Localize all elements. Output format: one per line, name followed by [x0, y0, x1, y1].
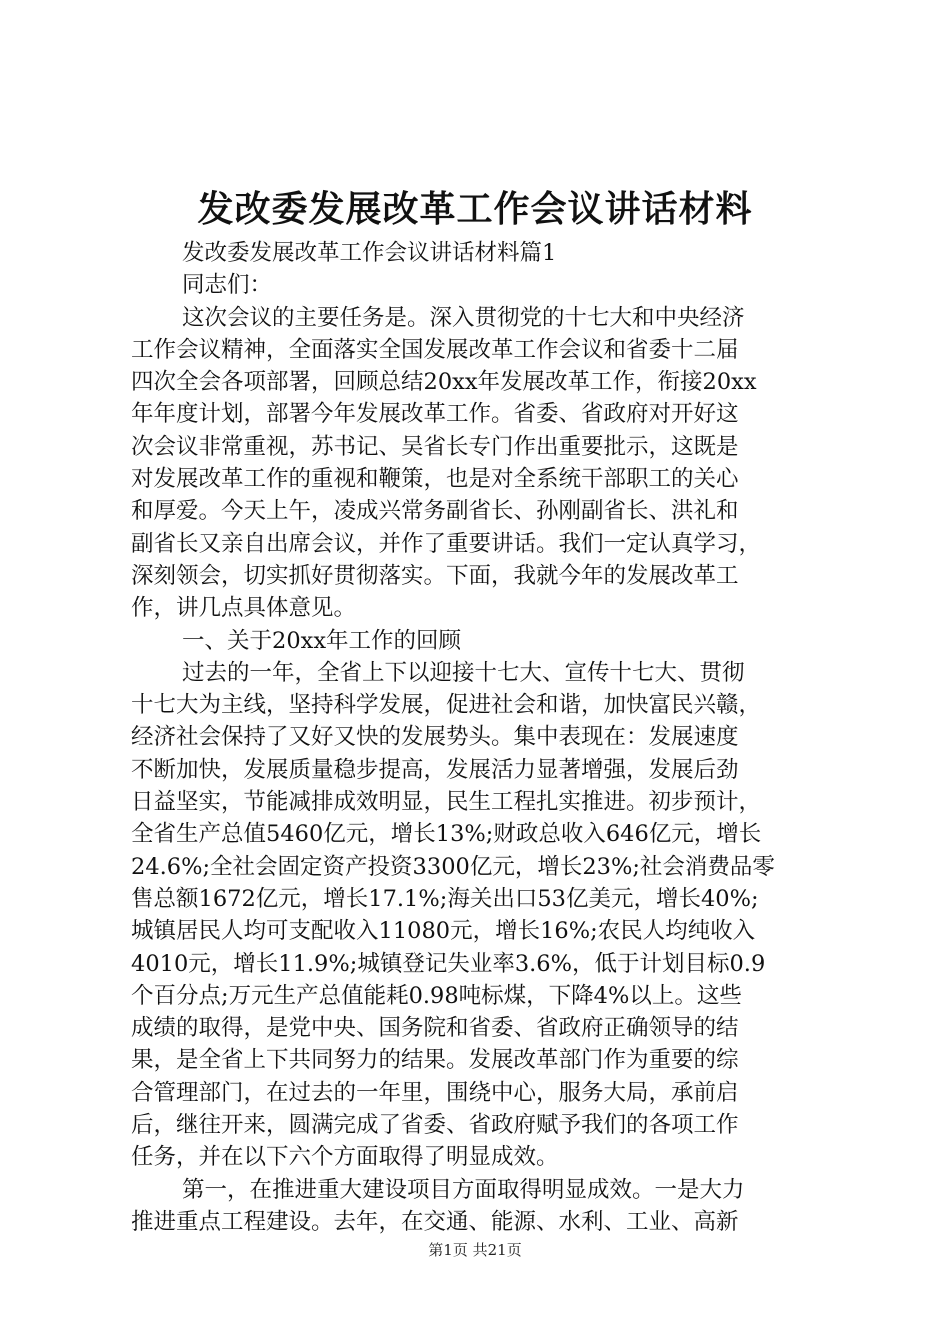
text-line: 任务，并在以下六个方面取得了明显成效。	[131, 1144, 559, 1171]
text-line: 这次会议的主要任务是。深入贯彻党的十七大和中央经济	[182, 304, 745, 331]
text-line: 一、关于20xx年工作的回顾	[182, 627, 462, 654]
text-line: 同志们：	[182, 272, 273, 299]
text-line: 工作会议精神，全面落实全国发展改革工作会议和省委十二届	[131, 336, 739, 363]
text-line: 合管理部门，在过去的一年里，围绕中心，服务大局，承前启	[131, 1079, 739, 1106]
text-line: 对发展改革工作的重视和鞭策，也是对全系统干部职工的关心	[131, 466, 739, 493]
text-line: 作，讲几点具体意见。	[131, 595, 357, 622]
document-body	[131, 237, 831, 1238]
text-line: 四次全会各项部署，回顾总结20xx年发展改革工作，衔接20xx	[131, 369, 757, 396]
text-line: 4010元，增长11.9%;城镇登记失业率3.6%，低于计划目标0.9	[131, 950, 766, 977]
text-line: 年年度计划，部署今年发展改革工作。省委、省政府对开好这	[131, 401, 739, 428]
text-line: 果，是全省上下共同努力的结果。发展改革部门作为重要的综	[131, 1047, 739, 1074]
text-line: 24.6%;全社会固定资产投资3300亿元，增长23%;社会消费品零	[131, 853, 775, 880]
text-line: 过去的一年，全省上下以迎接十七大、宣传十七大、贯彻	[182, 659, 745, 686]
text-line: 发改委发展改革工作会议讲话材料篇1	[182, 240, 557, 266]
text-line: 成绩的取得，是党中央、国务院和省委、省政府正确领导的结	[131, 1015, 739, 1042]
text-line: 城镇居民人均可支配收入11080元，增长16%;农民人均纯收入	[131, 918, 756, 945]
text-line: 和厚爱。今天上午，凌成兴常务副省长、孙刚副省长、洪礼和	[131, 498, 739, 525]
text-line: 后，继往开来，圆满完成了省委、省政府赋予我们的各项工作	[131, 1112, 739, 1139]
text-line: 经济社会保持了又好又快的发展势头。集中表现在：发展速度	[131, 724, 739, 751]
text-line: 全省生产总值5460亿元，增长13%;财政总收入646亿元，增长	[131, 821, 762, 848]
page-footer: 第1页 共21页	[428, 1241, 522, 1259]
text-line: 深刻领会，切实抓好贯彻落实。下面，我就今年的发展改革工	[131, 562, 739, 589]
text-line: 个百分点;万元生产总值能耗0.98吨标煤，下降4%以上。这些	[131, 982, 742, 1009]
text-line: 不断加快，发展质量稳步提高，发展活力显著增强，发展后劲	[131, 756, 739, 783]
document-title: 发改委发展改革工作会议讲话材料	[197, 189, 753, 230]
text-line: 副省长又亲自出席会议，并作了重要讲话。我们一定认真学习，	[131, 530, 762, 557]
text-line: 售总额1672亿元，增长17.1%;海关出口53亿美元，增长40%;	[131, 885, 759, 912]
text-line: 十七大为主线，坚持科学发展，促进社会和谐，加快富民兴赣，	[131, 692, 762, 719]
text-line: 日益坚实，节能减排成效明显，民生工程扎实推进。初步预计，	[131, 789, 762, 816]
text-line: 推进重点工程建设。去年，在交通、能源、水利、工业、高新	[131, 1208, 739, 1235]
text-line: 第一，在推进重大建设项目方面取得明显成效。一是大力	[182, 1176, 745, 1203]
text-line: 次会议非常重视，苏书记、吴省长专门作出重要批示，这既是	[131, 433, 739, 460]
